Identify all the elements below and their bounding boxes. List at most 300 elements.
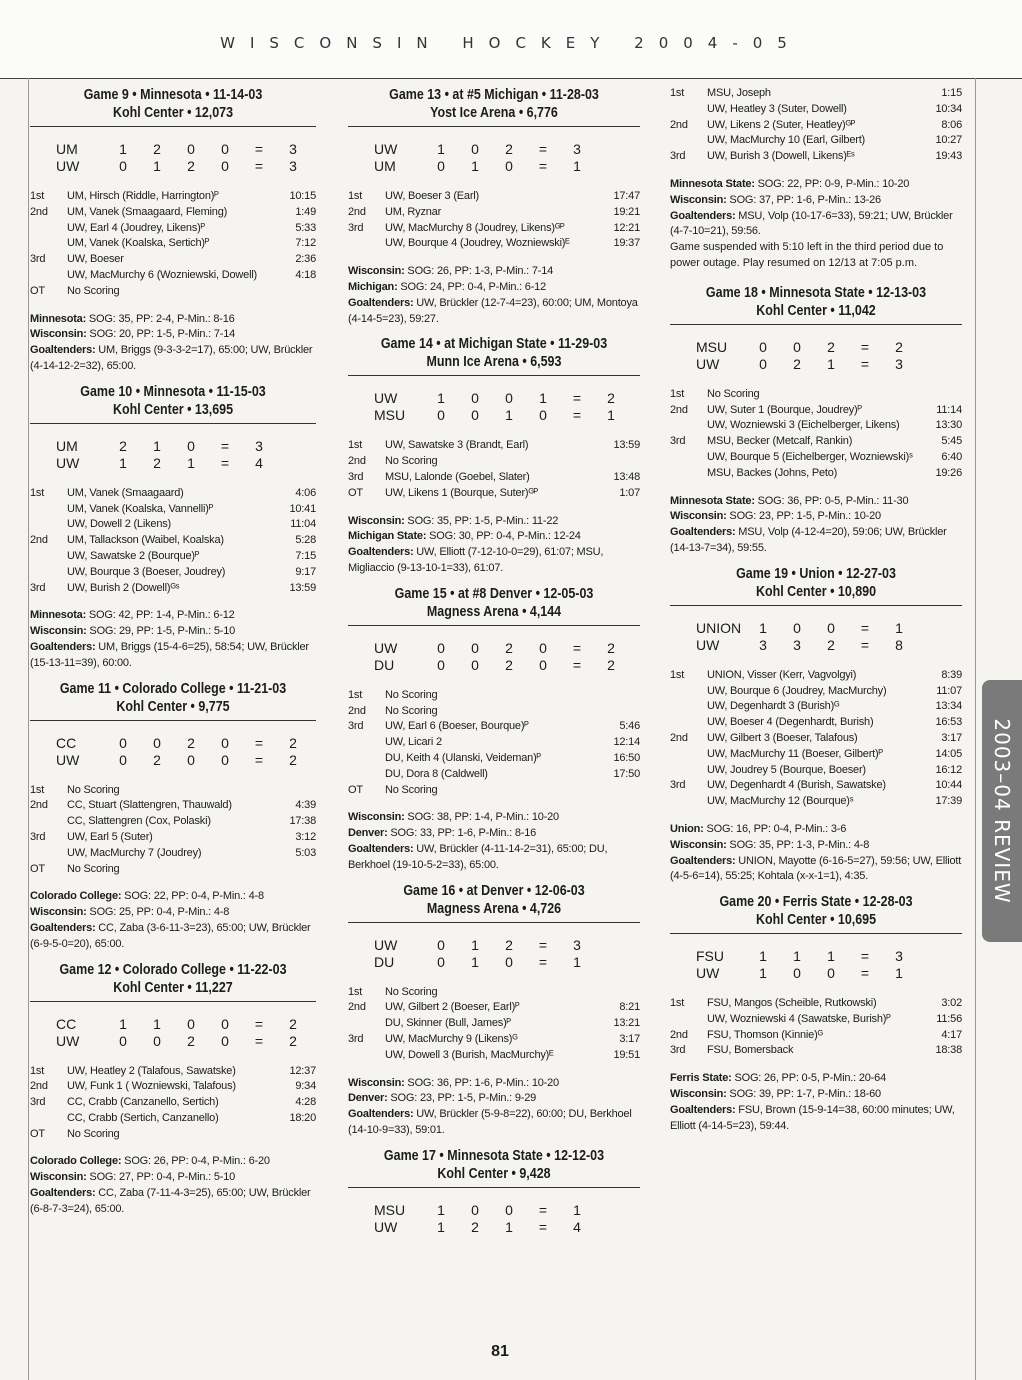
period-label: 1st: [670, 997, 685, 1010]
scoring-row: [30, 502, 316, 518]
stat-line: [30, 1186, 316, 1218]
period-score: 0: [793, 619, 801, 636]
stat-label: Ferris State:: [670, 1072, 732, 1085]
scoring-summary: [348, 189, 640, 252]
period-score: 2: [793, 355, 801, 372]
period-score: 1: [827, 355, 835, 372]
game-block: [30, 86, 316, 375]
game-title: Game 17 • Minnesota State • 12-12-03: [383, 1147, 605, 1164]
game-venue: Kohl Center • 13,695: [112, 401, 234, 418]
scoring-row: [670, 149, 962, 165]
period-label: [670, 450, 707, 466]
period-score: 0: [119, 1032, 127, 1049]
period-score: 2: [153, 141, 161, 157]
period-score: 0: [437, 656, 445, 673]
game-venue: Kohl Center • 9,775: [116, 698, 230, 715]
goal-description: UW, Bourque 5 (Eichelberger, Wozniewski)ˢ: [707, 450, 913, 463]
stat-line: [30, 343, 316, 375]
stat-text: SOG: 26, PP: 1-3, P-Min.: 7-14: [404, 265, 554, 278]
period-score: 2: [607, 656, 615, 673]
period-score: 0: [793, 965, 801, 982]
period-label: [670, 699, 707, 715]
stat-label: Minnesota:: [30, 312, 87, 325]
period-score: 1: [119, 454, 127, 471]
scoring-row: [670, 1043, 962, 1059]
period-score: 0: [759, 355, 767, 372]
goal-time: [596, 783, 640, 799]
period-score: 3: [573, 936, 581, 953]
scoring-row: [670, 996, 962, 1012]
scoring-row: [30, 252, 316, 268]
period-label: [30, 221, 67, 237]
game-note: Game suspended with 5:10 left in the third period due to power outage. Play resumed on 12/13 at 7:05 p.m.: [670, 241, 944, 269]
period-label: 3rd: [30, 581, 46, 594]
period-score: 0: [437, 639, 445, 656]
section-tab: [982, 680, 1022, 942]
game-title: Game 16 • at Denver • 12-06-03: [403, 882, 585, 899]
period-score: 0: [827, 619, 835, 636]
period-label: 3rd: [670, 779, 686, 792]
period-score: 0: [221, 158, 229, 174]
period-label: 1st: [670, 87, 685, 99]
scoring-row: [348, 189, 640, 205]
scoring-row: [670, 434, 962, 450]
scoring-row: [670, 763, 962, 779]
period-label: 3rd: [30, 830, 46, 843]
scoring-row: [30, 284, 316, 300]
stat-line: [348, 529, 640, 545]
goal-time: 16:12: [935, 763, 962, 776]
game-stats: [30, 608, 316, 671]
scoring-row: [348, 783, 640, 799]
linescore: [348, 1202, 640, 1236]
period-score: 0: [153, 734, 161, 751]
stat-line: [30, 327, 316, 343]
title-rule: [30, 423, 316, 424]
goal-time: 13:59: [289, 581, 316, 594]
scoring-row: [348, 688, 640, 704]
period-score: 2: [153, 751, 161, 768]
team-abbr: UNION: [696, 619, 742, 636]
game-stats: [30, 312, 316, 375]
goal-description: UW, MacMurchy 9 (Likens)ᴳ: [385, 1032, 518, 1045]
linescore-row: [30, 158, 316, 175]
stat-label: Wisconsin:: [30, 1171, 87, 1184]
period-label: [30, 565, 67, 581]
stat-line: [670, 854, 962, 886]
game-venue: Kohl Center • 11,042: [756, 302, 876, 319]
period-label: 3rd: [670, 150, 686, 163]
period-score: 2: [895, 338, 903, 355]
stat-text: CC, Zaba (7-11-4-3=25), 65:00; UW, Brückler (6-8-7-3=24), 65:00.: [30, 1187, 311, 1215]
period-label: [670, 418, 707, 434]
period-score: =: [538, 953, 548, 970]
game-stats: [348, 1076, 640, 1139]
stat-label: Goaltenders:: [348, 842, 414, 855]
stat-text: SOG: 20, PP: 1-5, P-Min.: 7-14: [86, 328, 236, 341]
period-label: [670, 763, 707, 779]
goal-time: [596, 985, 640, 1001]
stat-label: Wisconsin:: [348, 265, 405, 278]
stat-line: [30, 608, 316, 624]
goal-description: No Scoring: [385, 783, 438, 796]
linescore-row: [30, 735, 316, 752]
scoring-row: [670, 403, 962, 419]
stat-line: [30, 905, 316, 921]
goal-time: 8:39: [941, 668, 962, 681]
period-score: 0: [221, 1032, 229, 1049]
period-label: [670, 747, 707, 763]
goal-time: 4:39: [295, 799, 316, 812]
scoring-row: [30, 268, 316, 284]
goal-time: 13:21: [613, 1017, 640, 1030]
period-score: 1: [437, 141, 445, 157]
linescore-row: [30, 1033, 316, 1050]
stat-label: Minnesota:: [30, 609, 87, 622]
goal-description: UW, Dowell 3 (Burish, MacMurchy)ᴱ: [385, 1048, 554, 1061]
stat-line: [348, 1091, 640, 1107]
period-label: 3rd: [348, 470, 364, 483]
period-score: 1: [437, 1201, 445, 1218]
goal-time: 3:17: [941, 731, 962, 744]
stat-line: [30, 921, 316, 953]
stat-text: UM, Briggs (9-3-3-2=17), 65:00; UW, Brückler (4-14-12-2=32), 65:00.: [30, 344, 313, 372]
stat-text: SOG: 26, PP: 0-4, P-Min.: 6-20: [121, 1155, 270, 1168]
period-score: 0: [471, 1201, 479, 1218]
goal-description: FSU, Mangos (Scheible, Rutkowski): [707, 997, 877, 1010]
stat-text: SOG: 37, PP: 1-6, P-Min.: 13-26: [726, 193, 881, 206]
linescore-row: [348, 1202, 640, 1219]
scoring-summary: [348, 438, 640, 501]
stat-label: Goaltenders:: [30, 640, 96, 653]
period-score: =: [254, 751, 264, 768]
game-title: Game 15 • at #8 Denver • 12-05-03: [394, 585, 594, 602]
linescore-row: [348, 640, 640, 657]
period-score: 1: [471, 936, 479, 953]
goal-description: No Scoring: [385, 704, 438, 717]
period-score: =: [860, 636, 870, 653]
period-score: =: [538, 1201, 548, 1218]
period-label: 2nd: [30, 205, 48, 218]
goal-description: UM, Vanek (Smaagaard, Fleming): [67, 205, 228, 218]
goal-description: UW, MacMurchy 11 (Boeser, Gilbert)ᴾ: [707, 747, 883, 760]
goal-time: 8:06: [941, 118, 962, 131]
linescore: [670, 620, 962, 654]
scoring-row: [670, 118, 962, 134]
period-score: 0: [539, 407, 547, 424]
team-abbr: UW: [696, 965, 720, 982]
period-score: 1: [793, 948, 801, 965]
goal-description: UM, Tallackson (Waibel, Koalska): [67, 534, 224, 547]
period-score: 0: [539, 656, 547, 673]
game-venue: Magness Arena • 4,144: [426, 603, 562, 620]
game-block: [670, 565, 962, 885]
stat-text: SOG: 23, PP: 1-5, P-Min.: 10-20: [726, 510, 881, 523]
period-score: 1: [153, 437, 161, 454]
stat-text: SOG: 35, PP: 2-4, P-Min.: 8-16: [86, 312, 235, 325]
stat-label: Wisconsin:: [670, 193, 727, 206]
stat-text: MSU, Volp (10-17-6=33), 59:21; UW, Brückler (4-7-10=21), 59:56.: [670, 209, 953, 238]
linescore-row: [348, 657, 640, 674]
period-label: 2nd: [348, 1001, 366, 1014]
team-abbr: UW: [374, 936, 398, 953]
scoring-row: [348, 454, 640, 470]
stat-label: Goaltenders:: [670, 1103, 736, 1116]
goal-time: [272, 284, 316, 300]
period-score: 0: [471, 407, 479, 424]
period-score: 3: [289, 158, 297, 174]
period-score: 0: [187, 751, 195, 768]
goal-time: 17:39: [935, 795, 962, 808]
scoring-summary: [30, 486, 316, 597]
stat-text: SOG: 30, PP: 0-4, P-Min.: 12-24: [426, 530, 581, 543]
goal-time: 5:03: [295, 846, 316, 859]
stat-text: SOG: 22, PP: 0-9, P-Min.: 10-20: [754, 177, 910, 190]
linescore-row: [348, 141, 640, 158]
goal-time: 4:28: [295, 1096, 316, 1109]
goal-description: No Scoring: [385, 455, 438, 468]
title-rule: [670, 324, 962, 325]
scoring-row: [348, 1032, 640, 1048]
goal-description: No Scoring: [707, 387, 760, 400]
goal-description: UW, Likens 1 (Bourque, Suter)ᴳᴾ: [385, 486, 539, 499]
scoring-row: [30, 798, 316, 814]
stat-text: SOG: 29, PP: 1-5, P-Min.: 5-10: [86, 625, 236, 638]
goal-time: 16:53: [935, 716, 962, 729]
period-label: 3rd: [30, 1096, 46, 1109]
left-frame-line: [28, 78, 29, 1380]
game-venue: Munn Ice Arena • 6,593: [426, 354, 562, 371]
goal-time: 11:56: [936, 1012, 962, 1025]
stat-label: Goaltenders:: [670, 209, 736, 222]
scoring-row: [670, 102, 962, 118]
scoring-row: [670, 86, 962, 102]
team-abbr: MSU: [374, 407, 406, 424]
period-score: =: [254, 158, 264, 174]
scoring-row: [30, 814, 316, 830]
period-label: OT: [348, 486, 363, 499]
stat-text: SOG: 35, PP: 1-3, P-Min.: 4-8: [726, 838, 870, 851]
goal-description: DU, Dora 8 (Caldwell): [385, 767, 488, 780]
period-score: 1: [119, 1015, 127, 1032]
scoring-row: [348, 486, 640, 502]
goal-time: 3:17: [619, 1032, 640, 1045]
scoring-summary: [670, 668, 962, 810]
stat-label: Minnesota State:: [670, 494, 755, 507]
period-score: =: [254, 1032, 264, 1049]
goal-time: 10:34: [935, 102, 962, 115]
goal-time: 5:28: [295, 534, 316, 547]
period-score: 1: [505, 407, 513, 424]
goal-description: MSU, Lalonde (Goebel, Slater): [385, 470, 530, 483]
game-venue: Kohl Center • 10,890: [755, 583, 877, 600]
game-block: [30, 680, 316, 953]
team-abbr: CC: [56, 734, 77, 751]
goal-time: 11:14: [936, 403, 962, 416]
period-score: 0: [221, 1015, 229, 1032]
stat-text: MSU, Volp (4-12-4=20), 59:06; UW, Brückler (14-13-7=34), 59:55.: [670, 526, 947, 554]
period-score: 3: [895, 948, 903, 965]
goal-description: UW, Sawatske 2 (Bourque)ᴾ: [67, 549, 200, 562]
game-title: Game 9 • Minnesota • 11-14-03: [83, 87, 263, 103]
game-title: Game 12 • Colorado College • 11-22-03: [59, 961, 287, 978]
period-score: =: [860, 338, 870, 355]
game-stats: [670, 1071, 962, 1134]
goal-time: 10:27: [935, 134, 962, 147]
goal-time: 13:34: [935, 700, 962, 713]
stat-text: UW, Elliott (7-12-10-0=29), 61:07; MSU, Migliaccio (9-13-10-1=33), 61:07.: [348, 546, 604, 574]
goal-time: [272, 783, 316, 799]
title-rule: [348, 126, 640, 127]
stat-line: [348, 810, 640, 826]
game-venue: Kohl Center • 9,428: [437, 1165, 551, 1182]
goal-time: 7:15: [295, 549, 316, 562]
period-score: 2: [187, 158, 195, 174]
goal-time: 7:12: [295, 237, 316, 250]
period-score: =: [572, 639, 582, 656]
goal-description: CC, Slattengren (Cox, Polaski): [67, 815, 211, 828]
period-score: 0: [827, 965, 835, 982]
team-abbr: UW: [374, 390, 398, 407]
period-score: 3: [573, 141, 581, 157]
period-score: 0: [505, 390, 513, 407]
scoring-row: [348, 470, 640, 486]
linescore-row: [30, 1016, 316, 1033]
stat-text: SOG: 38, PP: 1-4, P-Min.: 10-20: [404, 811, 559, 824]
period-label: 3rd: [348, 1032, 364, 1045]
linescore-row: [670, 948, 962, 965]
period-score: 1: [895, 965, 903, 982]
period-label: [670, 466, 707, 482]
goal-time: 10:41: [289, 502, 316, 515]
period-score: 0: [539, 639, 547, 656]
right-frame-line: [975, 78, 976, 1380]
period-score: =: [860, 355, 870, 372]
scoring-row: [670, 699, 962, 715]
period-score: 0: [505, 1201, 513, 1218]
linescore: [670, 948, 962, 982]
stat-label: Goaltenders:: [348, 546, 414, 559]
scoring-summary: [670, 996, 962, 1059]
goal-description: MSU, Joseph: [707, 87, 771, 99]
title-rule: [30, 1001, 316, 1002]
team-abbr: UM: [56, 437, 78, 454]
title-rule: [348, 922, 640, 923]
period-score: 3: [793, 636, 801, 653]
goal-time: 5:46: [619, 720, 640, 733]
team-abbr: UW: [56, 158, 80, 174]
period-label: 1st: [348, 985, 363, 998]
linescore-row: [30, 141, 316, 158]
stat-line: [670, 525, 962, 557]
stat-line: [30, 889, 316, 905]
goal-time: 4:06: [295, 486, 316, 499]
goal-description: UW, Bourque 3 (Boeser, Joudrey): [67, 565, 226, 578]
period-label: [348, 767, 385, 783]
goal-time: [596, 688, 640, 704]
goal-description: UW, Licari 2: [385, 736, 442, 749]
team-abbr: UW: [56, 751, 80, 768]
scoring-row: [30, 830, 316, 846]
game-block: [348, 882, 640, 1139]
team-abbr: FSU: [696, 948, 724, 965]
game-block: [670, 893, 962, 1134]
goal-time: 5:45: [941, 435, 962, 448]
scoring-row: [348, 704, 640, 720]
goal-time: 17:47: [613, 190, 640, 202]
scoring-row: [670, 418, 962, 434]
scoring-summary: [348, 688, 640, 799]
stat-line: [30, 1154, 316, 1170]
period-score: 2: [505, 936, 513, 953]
goal-time: 12:14: [613, 736, 640, 749]
goal-description: UM, Vanek (Koalska, Sertich)ᴾ: [67, 237, 210, 250]
period-score: 0: [221, 751, 229, 768]
period-score: 1: [759, 948, 767, 965]
game-title: Game 20 • Ferris State • 12-28-03: [719, 894, 913, 911]
goal-description: UW, Degenhardt 4 (Burish, Sawatske): [707, 779, 886, 792]
team-abbr: UW: [374, 639, 398, 656]
goal-time: 1:15: [941, 87, 962, 99]
stat-text: UM, Briggs (15-4-6=25), 58:54; UW, Brückler (15-13-11=39), 60:00.: [30, 640, 309, 669]
scoring-summary: [670, 86, 962, 165]
goal-description: UM, Ryznar: [385, 205, 442, 218]
linescore: [348, 390, 640, 424]
scoring-row: [670, 466, 962, 482]
period-score: 0: [471, 656, 479, 673]
stat-line: [670, 193, 962, 209]
period-score: 3: [255, 437, 263, 454]
linescore-row: [670, 339, 962, 356]
stat-text: SOG: 26, PP: 0-5, P-Min.: 20-64: [731, 1072, 886, 1085]
scoring-summary: [348, 985, 640, 1064]
stat-line: [670, 494, 962, 510]
scoring-row: [670, 1012, 962, 1028]
stat-line: [670, 1103, 962, 1135]
header-title: WISCONSIN HOCKEY 2004-05: [220, 34, 802, 52]
goal-time: 3:02: [941, 997, 962, 1010]
game-block: [670, 284, 962, 557]
period-score: 4: [573, 1218, 581, 1235]
team-abbr: DU: [374, 953, 395, 970]
game-stats: [670, 822, 962, 885]
goal-description: UW, Sawatske 3 (Brandt, Earl): [385, 439, 529, 452]
period-score: 2: [607, 639, 615, 656]
stat-line: [348, 264, 640, 280]
period-label: 3rd: [348, 720, 364, 733]
stat-text: SOG: 39, PP: 1-7, P-Min.: 18-60: [726, 1088, 881, 1101]
period-score: 1: [573, 158, 581, 174]
scoring-row: [30, 1095, 316, 1111]
stat-text: UW, Brückler (12-7-4=23), 60:00; UM, Montoya (4-14-5=23), 59:27.: [348, 296, 638, 325]
stat-text: SOG: 35, PP: 1-5, P-Min.: 11-22: [404, 514, 559, 527]
game-block: [348, 1147, 640, 1236]
goal-time: 10:15: [289, 190, 316, 202]
goal-time: 13:48: [613, 470, 640, 483]
period-score: 0: [153, 1032, 161, 1049]
goal-time: 17:38: [289, 815, 316, 828]
period-label: [670, 715, 707, 731]
period-score: =: [572, 407, 582, 424]
goal-description: UW, Suter 1 (Bourque, Joudrey)ᴾ: [707, 403, 862, 416]
column-2: [348, 86, 640, 1250]
game-venue: Kohl Center • 11,227: [113, 979, 233, 996]
scoring-row: [30, 189, 316, 205]
game-title: Game 18 • Minnesota State • 12-13-03: [705, 284, 927, 301]
linescore-row: [348, 1219, 640, 1236]
linescore-row: [348, 954, 640, 971]
game-stats: [30, 889, 316, 952]
